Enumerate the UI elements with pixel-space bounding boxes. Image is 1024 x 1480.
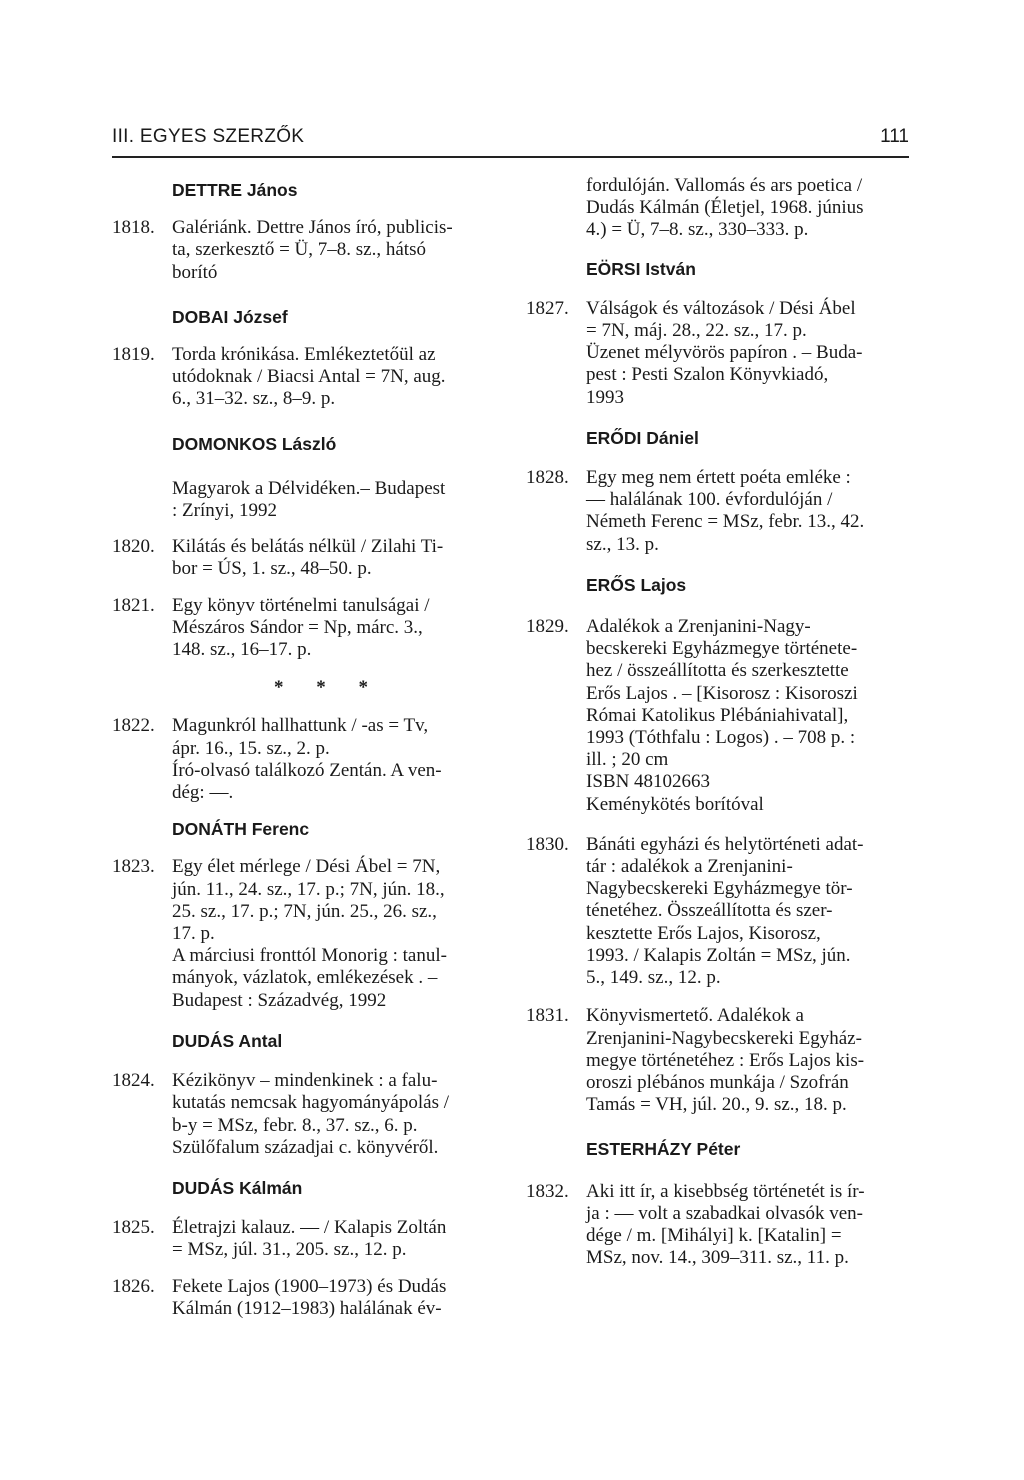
entry-line: Szülőfalum századjai c. könyvéről. [172, 1136, 439, 1158]
entry-line: Fekete Lajos (1900–1973) és Dudás [172, 1275, 447, 1297]
entry-line: 1993 [586, 386, 624, 408]
entry-line: Könyvismertető. Adalékok a [586, 1005, 804, 1027]
author-heading: ESTERHÁZY Péter [586, 1139, 741, 1160]
author-heading: DOMONKOS László [172, 433, 337, 454]
entry-line: fordulóján. Vallomás és ars poetica / [586, 175, 863, 196]
entry-line: oroszi plébános munkája / Szofrán [586, 1071, 849, 1093]
author-heading: DETTRE János [172, 180, 298, 200]
entry-1823 [112, 856, 504, 1011]
entry-number: 1820. [112, 536, 155, 558]
page-number: 111 [880, 126, 909, 147]
entry-line: — halálának 100. évfordulóján / [586, 489, 833, 511]
section-separator: * * * [274, 677, 382, 699]
entry-number: 1821. [112, 594, 155, 616]
entry-number: 1818. [112, 217, 155, 239]
entry-line: Adalékok a Zrenjanini-Nagy- [586, 616, 811, 638]
entry-1828 [526, 467, 922, 556]
entry-line: Egy könyv történelmi tanulságai / [172, 594, 430, 616]
right-column [526, 175, 922, 1269]
entry-number: 1832. [526, 1180, 569, 1202]
entry-1825 [112, 1217, 504, 1261]
author-heading: DUDÁS Kálmán [172, 1177, 303, 1198]
entry-line: mányok, vázlatok, emlékezések . – [172, 967, 438, 989]
entry-1821 [112, 595, 504, 662]
entry-line: = MSz, júl. 31., 205. sz., 12. p. [172, 1239, 407, 1261]
entry-line: kutatás nemcsak hagyományápolás / [172, 1092, 450, 1114]
entry-line: MSz, nov. 14., 309–311. sz., 11. p. [586, 1247, 849, 1269]
entry-1824 [112, 1070, 504, 1159]
entry-line: Dudás Kálmán (Életjel, 1968. június [586, 197, 864, 219]
entry-1819 [112, 344, 504, 411]
entry-number: 1819. [112, 344, 155, 366]
entry-line: Egy meg nem értett poéta emléke : [586, 467, 851, 489]
author-heading: DOBAI József [172, 306, 288, 327]
author-heading: ERŐS Lajos [586, 574, 687, 595]
entry-line: Római Katolikus Plébániahivatal], [586, 704, 849, 726]
entry-line: Bánáti egyházi és helytörténeti adat- [586, 833, 864, 855]
entry-line: 4.) = Ü, 7–8. sz., 330–333. p. [586, 219, 809, 241]
entry-line: megye történetéhez : Erős Lajos kis- [586, 1049, 865, 1071]
entry-number: 1826. [112, 1275, 155, 1297]
entry-line: Magyarok a Délvidéken.– Budapest [172, 477, 446, 499]
entry-line: Kézikönyv – mindenkinek : a falu- [172, 1070, 438, 1092]
entry-line: Galériánk. Dettre János író, publicis- [172, 217, 453, 239]
entry-line: b-y = MSz, febr. 8., 37. sz., 6. p. [172, 1114, 418, 1136]
entry-line: bor = ÚS, 1. sz., 48–50. p. [172, 558, 372, 580]
entry-line: jún. 11., 24. sz., 17. p.; 7N, jún. 18., [172, 878, 445, 900]
entry-line: ápr. 16., 15. sz., 2. p. [172, 737, 330, 759]
entry-line: 25. sz., 17. p.; 7N, jún. 25., 26. sz., [172, 900, 437, 922]
entry-line: ISBN 48102663 [586, 771, 711, 793]
entry-line: 5., 149. sz., 12. p. [586, 967, 721, 989]
entry-1826 [112, 1276, 504, 1320]
entry-number: 1828. [526, 467, 569, 489]
entry-number: 1825. [112, 1217, 155, 1239]
entry-1830 [526, 834, 922, 989]
entry-line: 1993. / Kalapis Zoltán = MSz, jún. [586, 944, 851, 966]
author-heading: DONÁTH Ferenc [172, 819, 310, 840]
entry-line: Aki itt ír, a kisebbség történetét is ír- [586, 1180, 865, 1202]
entry-number: 1824. [112, 1070, 155, 1092]
entry-line: Zrenjanini-Nagybecskereki Egyház- [586, 1027, 862, 1049]
entry-line: : Zrínyi, 1992 [172, 500, 278, 522]
entry-number: 1822. [112, 715, 155, 737]
entry-line: Kilátás és belátás nélkül / Zilahi Ti- [172, 536, 444, 558]
entry-number: 1829. [526, 616, 569, 638]
author-heading: EÖRSI István [586, 258, 696, 279]
author-heading: DUDÁS Antal [172, 1030, 283, 1051]
entry-line: Németh Ferenc = MSz, febr. 13., 42. [586, 511, 865, 533]
entry-line: Tamás = VH, júl. 20., 9. sz., 18. p. [586, 1094, 847, 1116]
entry-line: sz., 13. p. [586, 533, 659, 555]
entry-line: Kálmán (1912–1983) halálának év- [172, 1297, 442, 1319]
entry-1822 [112, 715, 504, 804]
entry-line: Keménykötés borítóval [586, 793, 764, 815]
entry-line: Válságok és változások / Dési Ábel [586, 297, 856, 319]
entry-number: 1823. [112, 856, 155, 878]
entry-continuation [526, 175, 922, 242]
entry-line: Üzenet mélyvörös papíron . – Buda- [586, 342, 863, 364]
entry-line: kesztette Erős Lajos, Kisorosz, [586, 922, 821, 944]
entry-1832 [526, 1181, 922, 1270]
entry-line: pest : Pesti Szalon Könyvkiadó, [586, 364, 829, 386]
entry-line: hez / összeállította és szerkesztette [586, 660, 849, 682]
entry-line: ta, szerkesztő = Ü, 7–8. sz., hátsó [172, 239, 426, 261]
entry-line: A márciusi fronttól Monorig : tanul- [172, 945, 447, 967]
entry-line: Mészáros Sándor = Np, márc. 3., [172, 616, 423, 638]
entry-1831 [526, 1005, 922, 1116]
entry-line: Egy élet mérlege / Dési Ábel = 7N, [172, 856, 441, 878]
entry-line: tár : adalékok a Zrenjanini- [586, 856, 793, 878]
entry-1820 [112, 536, 504, 580]
chapter-title: III. EGYES SZERZŐK [112, 126, 305, 147]
left-column [112, 175, 504, 1320]
entry-line: Életrajzi kalauz. — / Kalapis Zoltán [172, 1217, 447, 1239]
entry-domonkos [112, 478, 504, 522]
entry-line: 17. p. [172, 923, 215, 945]
entry-line: dége / m. [Mihályi] k. [Katalin] = [586, 1224, 842, 1246]
entry-line: utódoknak / Biacsi Antal = 7N, aug. [172, 366, 446, 388]
author-heading: ERŐDI Dániel [586, 427, 699, 448]
entry-line: borító [172, 261, 218, 283]
entry-number: 1830. [526, 833, 569, 855]
entry-line: = 7N, máj. 28., 22. sz., 17. p. [586, 320, 807, 342]
entry-line: Torda krónikása. Emlékeztetőül az [172, 344, 436, 366]
entry-line: ténetéhez. Összeállította és szer- [586, 900, 833, 922]
entry-number: 1831. [526, 1005, 569, 1027]
entry-1829 [526, 616, 922, 816]
entry-number: 1827. [526, 297, 569, 319]
entry-line: ill. ; 20 cm [586, 749, 669, 771]
entry-line: 1993 (Tóthfalu : Logos) . – 708 p. : [586, 727, 856, 749]
entry-line: Magunkról hallhattunk / -as = Tv, [172, 715, 429, 737]
entry-line: Budapest : Századvég, 1992 [172, 989, 387, 1011]
entry-line: Nagybecskereki Egyházmegye tör- [586, 878, 853, 900]
entry-line: ja : — volt a szabadkai olvasók ven- [586, 1202, 864, 1224]
entry-1818 [112, 217, 504, 284]
entry-line: Erős Lajos . – [Kisorosz : Kisoroszi [586, 682, 858, 704]
entry-line: becskereki Egyházmegye története- [586, 638, 858, 660]
entry-line: dég: —. [172, 782, 234, 804]
entry-line: Író-olvasó találkozó Zentán. A ven- [172, 759, 442, 781]
entry-line: 6., 31–32. sz., 8–9. p. [172, 388, 336, 410]
page-header [112, 126, 909, 158]
entry-line: 148. sz., 16–17. p. [172, 639, 312, 661]
entry-1827 [526, 298, 922, 409]
